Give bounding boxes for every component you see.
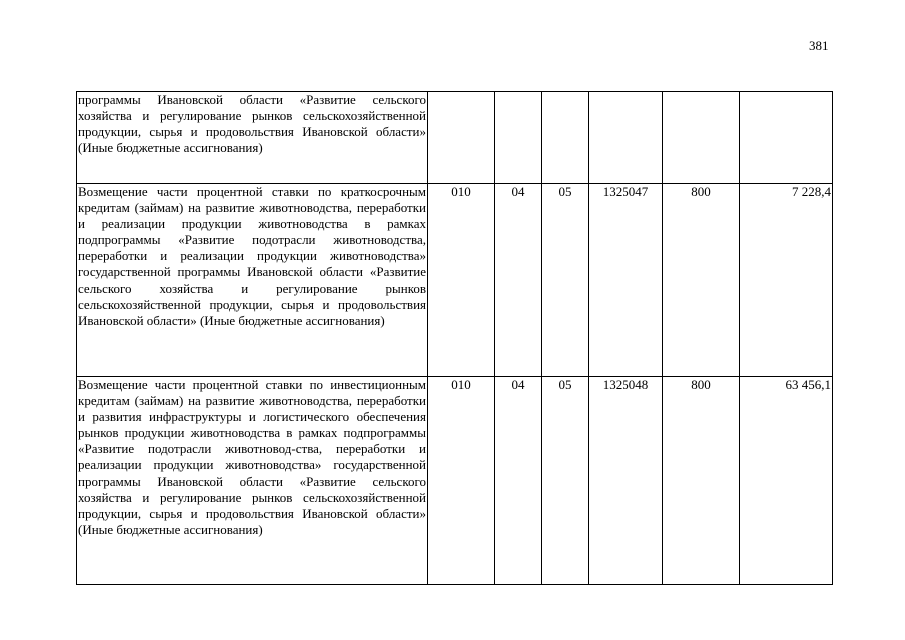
amount: 63 456,1 (740, 377, 833, 585)
target-code: 1325048 (589, 377, 663, 585)
section-code: 04 (495, 377, 542, 585)
expense-type-code (663, 92, 740, 184)
target-code: 1325047 (589, 184, 663, 377)
page-number: 381 (809, 38, 829, 53)
expense-type-code: 800 (663, 184, 740, 377)
ministry-code (428, 92, 495, 184)
row-description: программы Ивановской области «Развитие сельского хозяйства и регулирование рынков сельскохозяйственной продукции, сырья и продовольствия Ивановской области» (Иные бюджетные ассигнования) (77, 92, 428, 184)
amount: 7 228,4 (740, 184, 833, 377)
subsection-code: 05 (542, 377, 589, 585)
row-description: Возмещение части процентной ставки по краткосрочным кредитам (займам) на развитие животноводства, переработки и реализации продукции животноводства в рамках подпрограммы «Развитие подотрасли животноводства, переработки и реализации продукции животноводства» государственной программы Ивановской области «Развитие сельского хозяйства и регулирование рынков сельскохозяйственной продукции, сырья и продовольствия Ивановской области» (Иные бюджетные ассигнования) (77, 184, 428, 377)
row-description: Возмещение части процентной ставки по инвестиционным кредитам (займам) на развитие животноводства, переработки и развития инфраструктуры и логистического обеспечения рынков продукции животноводства в рамках подпрограммы «Развитие подотрасли животновод-ства, переработки и реализации продукции животноводства» государственной программы Ивановской области «Развитие сельского хозяйства и регулирование рынков сельскохозяйственной продукции, сырья и продовольствия Ивановской области» (Иные бюджетные ассигнования) (77, 377, 428, 585)
ministry-code: 010 (428, 184, 495, 377)
section-code (495, 92, 542, 184)
section-code: 04 (495, 184, 542, 377)
table-row (77, 377, 833, 585)
target-code (589, 92, 663, 184)
amount (740, 92, 833, 184)
subsection-code (542, 92, 589, 184)
ministry-code: 010 (428, 377, 495, 585)
expense-type-code: 800 (663, 377, 740, 585)
subsection-code: 05 (542, 184, 589, 377)
table-row (77, 92, 833, 184)
table-row (77, 184, 833, 377)
budget-table (76, 91, 833, 585)
